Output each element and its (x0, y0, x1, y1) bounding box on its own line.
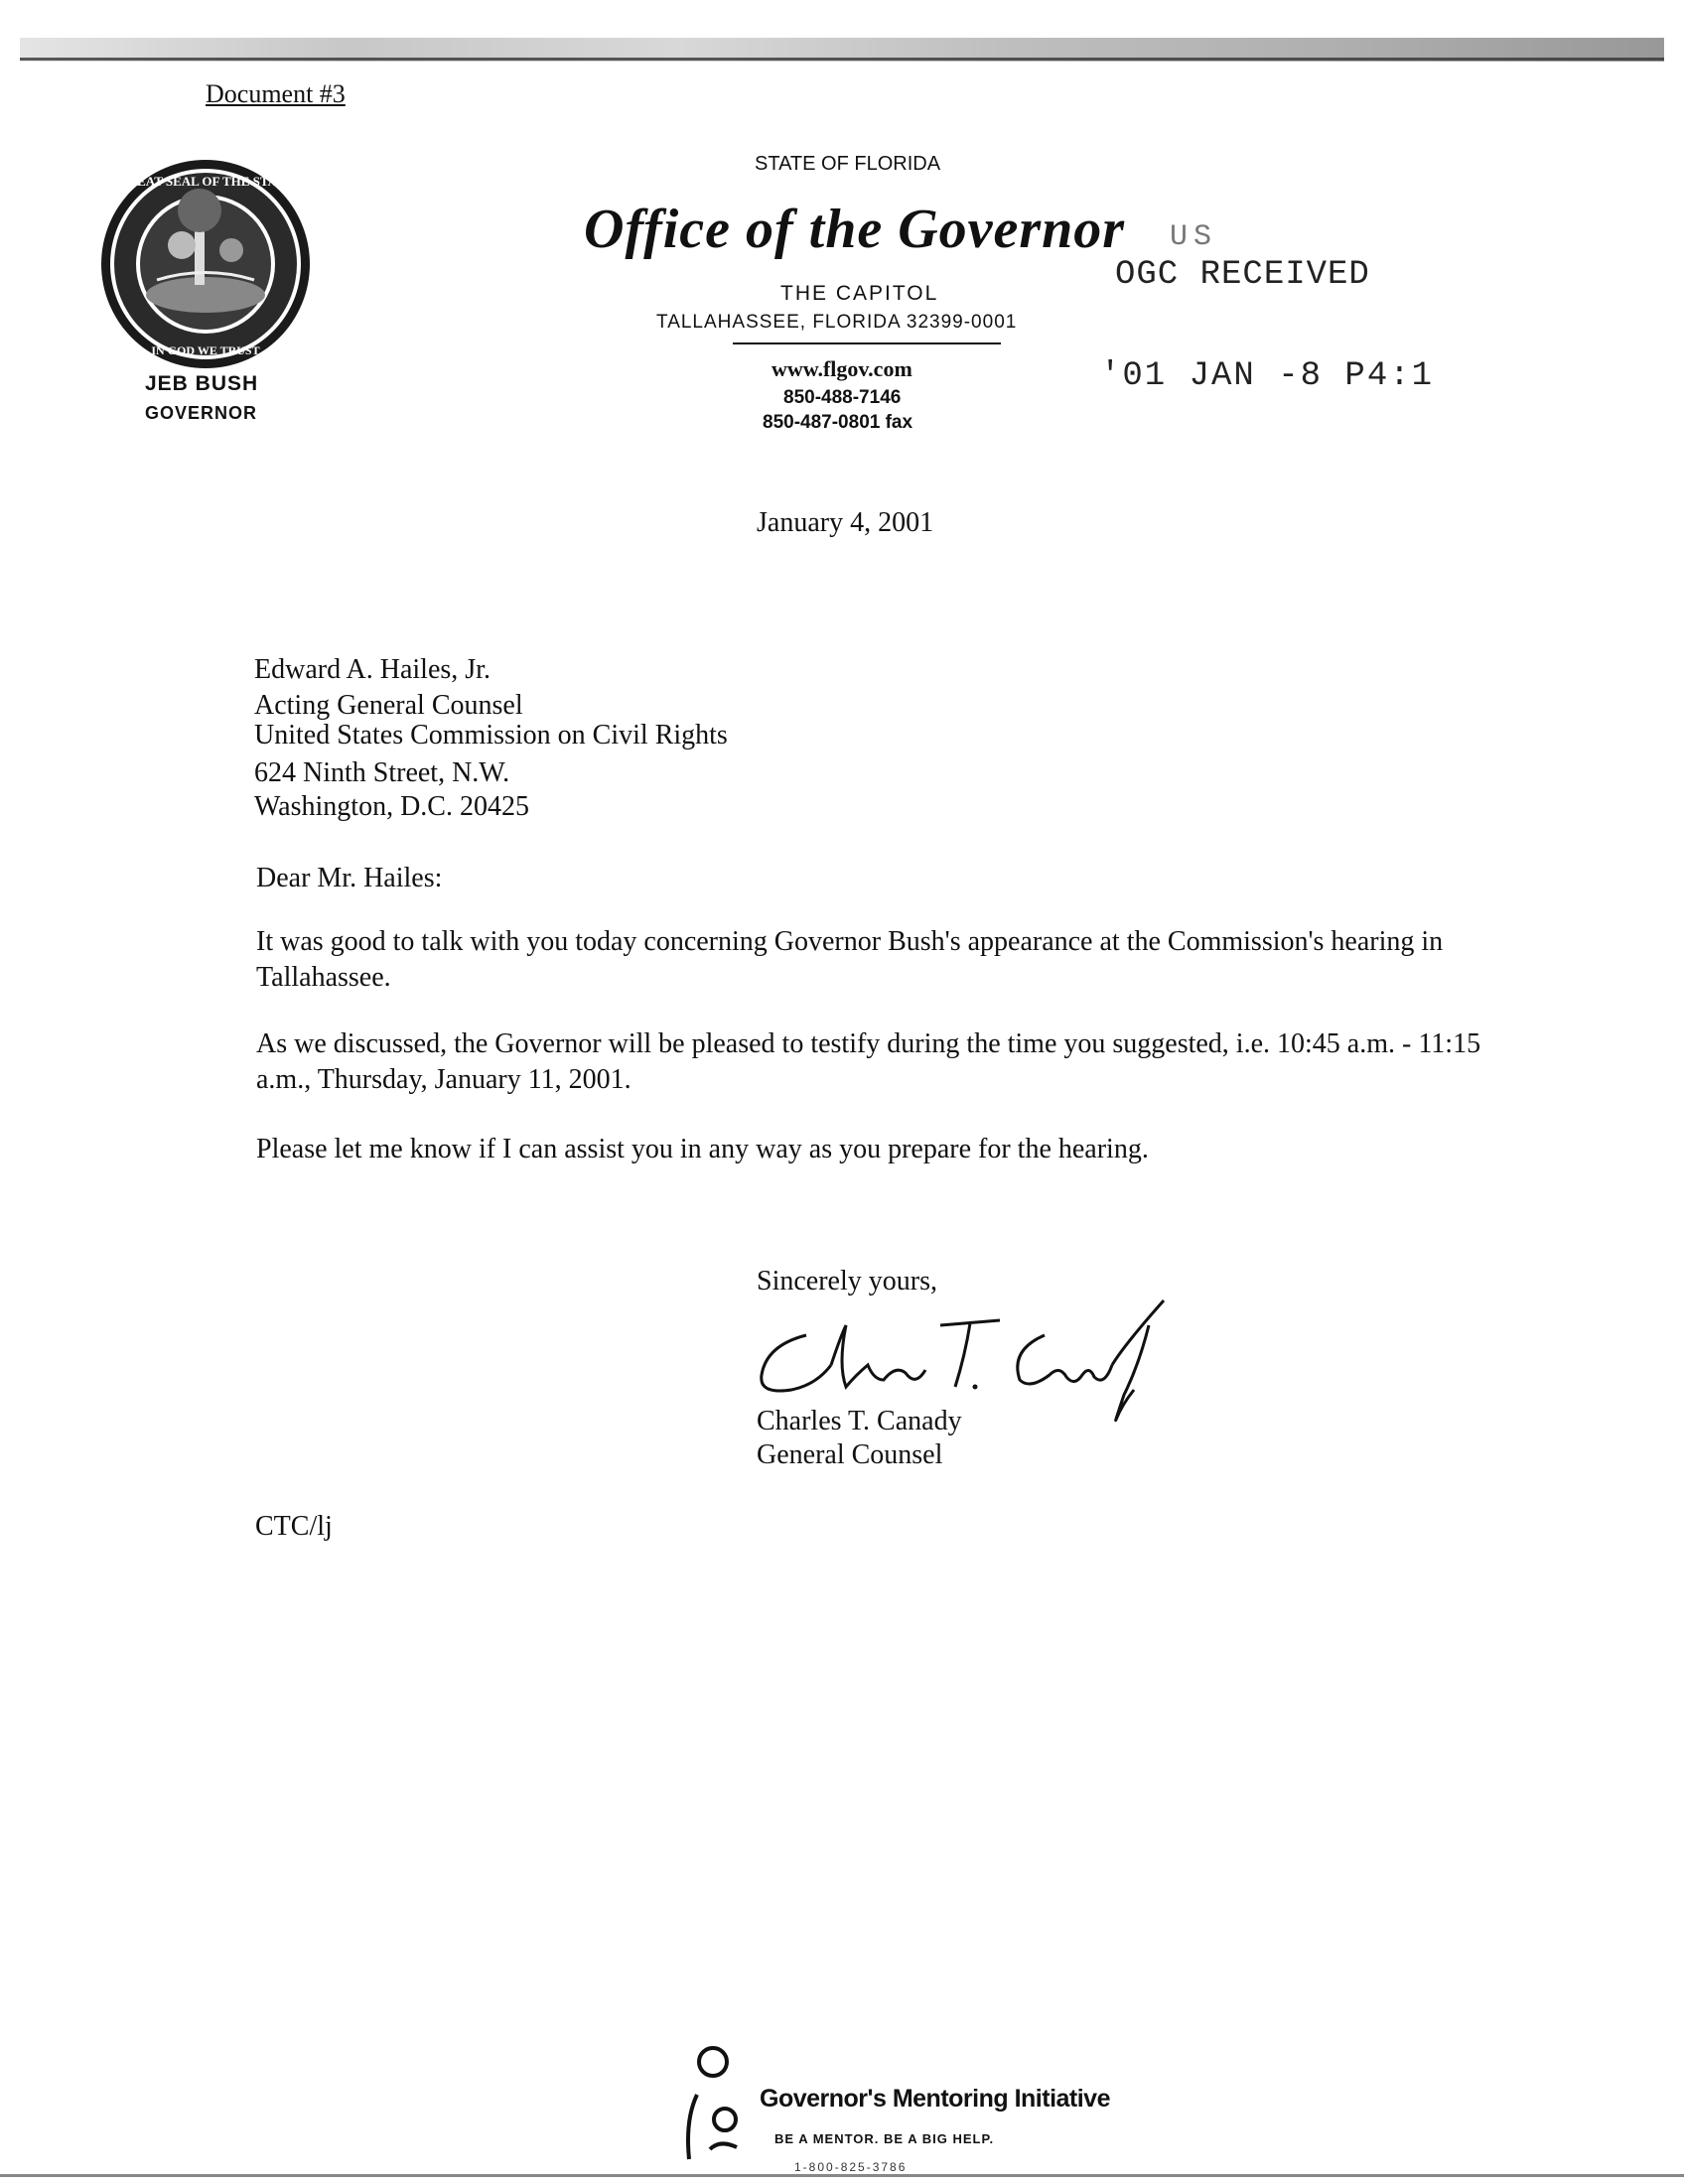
svg-text:GREAT SEAL OF THE STATE: GREAT SEAL OF THE STATE (117, 174, 294, 189)
signer-title: General Counsel (757, 1439, 943, 1470)
signer-name: Charles T. Canady (757, 1406, 962, 1436)
footer-tagline: BE A MENTOR. BE A BIG HELP. (774, 2131, 995, 2146)
svg-text:IN GOD WE TRUST: IN GOD WE TRUST (151, 343, 260, 357)
salutation: Dear Mr. Hailes: (256, 863, 443, 893)
mentoring-logo-icon (675, 2040, 750, 2184)
letterhead-phone: 850-488-7146 (783, 387, 902, 408)
letterhead-website: www.flgov.com (772, 356, 912, 381)
recipient-title: Acting General Counsel (254, 690, 523, 721)
letterhead-divider (733, 342, 1001, 344)
governor-title: GOVERNOR (145, 403, 258, 423)
letter-date: January 4, 2001 (757, 507, 934, 538)
paragraph: As we discussed, the Governor will be pleased to testify during the time you suggested, i.e. 10:45 a.m. - 11:15 a.m., Thursday, January 11, 2001. (256, 1028, 1481, 1095)
received-stamp-us: US (1170, 220, 1218, 254)
footer-program-name: Governor's Mentoring Initiative (760, 2085, 1110, 2113)
letterhead-office: Office of the Governor (584, 199, 1126, 260)
typist-initials: CTC/lj (255, 1511, 333, 1542)
florida-seal-icon (97, 156, 314, 372)
letterhead-city: TALLAHASSEE, FLORIDA 32399-0001 (656, 312, 1018, 333)
letterhead-fax: 850-487-0801 fax (763, 412, 913, 433)
letterhead-building: THE CAPITOL (780, 282, 939, 305)
scan-edge-line (20, 58, 1664, 61)
letterhead-state: STATE OF FLORIDA (755, 153, 941, 175)
recipient-street: 624 Ninth Street, N.W. (254, 757, 510, 788)
received-stamp-label: OGC RECEIVED (1115, 256, 1370, 294)
recipient-city: Washington, D.C. 20425 (254, 791, 529, 822)
governor-name: JEB BUSH (145, 372, 259, 395)
paragraph: It was good to talk with you today concerning Governor Bush's appearance at the Commission's hearing in Tallahassee. (256, 926, 1444, 993)
closing: Sincerely yours, (757, 1266, 937, 1297)
received-stamp-date: '01 JAN -8 P4:1 (1100, 357, 1435, 395)
recipient-name: Edward A. Hailes, Jr. (254, 654, 491, 685)
scan-edge-bottom (0, 2174, 1684, 2177)
recipient-organization: United States Commission on Civil Rights (254, 720, 728, 751)
paragraph: Please let me know if I can assist you in any way as you prepare for the hearing. (256, 1134, 1149, 1164)
footer-phone: 1-800-825-3786 (794, 2160, 908, 2174)
document-label: Document #3 (206, 79, 346, 108)
